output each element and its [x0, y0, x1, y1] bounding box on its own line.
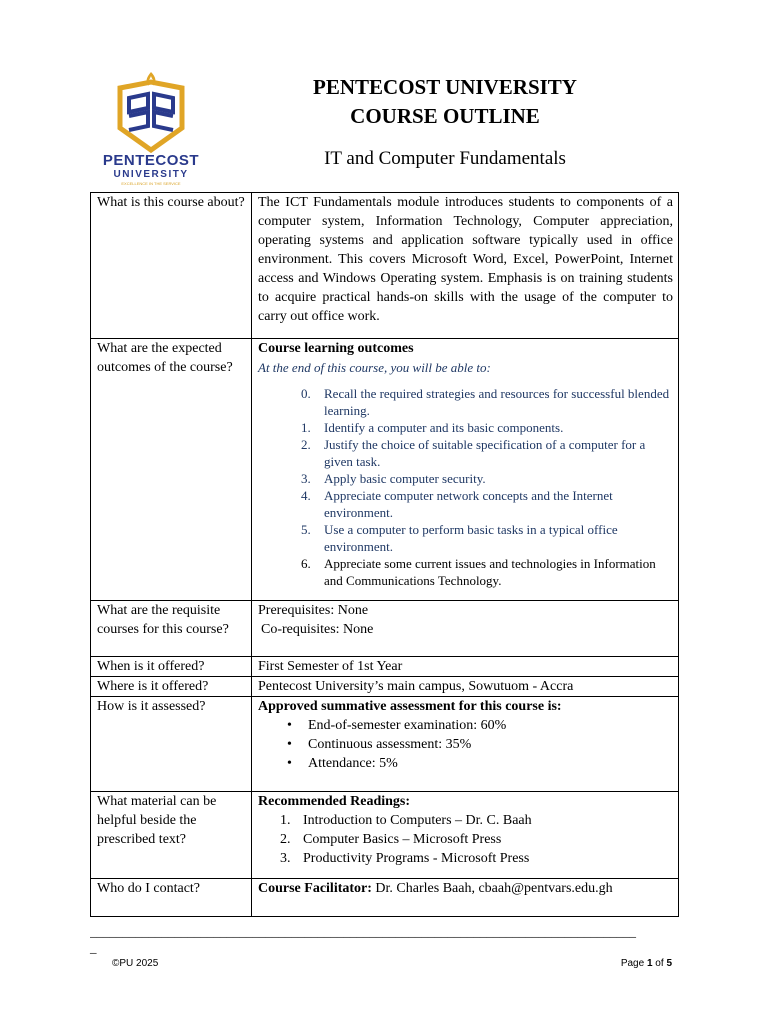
list-item: 4. Appreciate computer network concepts and the Internet environment. [301, 488, 613, 520]
answer-about: The ICT Fundamentals module introduces students to components of a computer system, Information Technology, Computer appreciation, operating systems and application software typically used in office environment. This covers Microsoft Word, Excel, PowerPoint, Internet access and Windows Operating system. Emphasis is on training students to acquire practical hands-on skills with the usage of the computer to carry out office work. [252, 193, 679, 339]
list-item: • Attendance: 5% [287, 756, 398, 771]
row-contact [91, 879, 679, 917]
logo-motto: EXCELLENCE IN THE SERVICE [121, 181, 181, 186]
facilitator-value: Dr. Charles Baah, cbaah@pentvars.edu.gh [371, 881, 613, 896]
footer-rule: ____________________________________________________________________________________ [90, 925, 636, 939]
list-item: 2. Computer Basics – Microsoft Press [280, 832, 502, 847]
row-assessed [91, 697, 679, 792]
list-item: 1. Identify a computer and its basic components. [301, 420, 564, 435]
answer-outcomes [252, 339, 679, 601]
outcomes-list [258, 385, 673, 589]
bullet-icon: • [287, 737, 292, 752]
row-requisites [91, 601, 679, 657]
row-outcomes [91, 339, 679, 601]
question-where: Where is it offered? [91, 677, 252, 697]
logo-wordmark-sub: UNIVERSITY [113, 169, 189, 180]
question-requisites: What are the requisite courses for this course? [91, 601, 252, 657]
question-material: What material can be helpful beside the prescribed text? [91, 792, 252, 879]
list-item: 0. Recall the required strategies and resources for successful blended learning. [301, 386, 670, 418]
course-outline-table [90, 192, 679, 917]
bullet-icon: • [287, 718, 292, 733]
assessment-list [258, 716, 673, 773]
corequisites: Co-requisites: None [261, 622, 374, 637]
row-about [91, 193, 679, 339]
question-outcomes: What are the expected outcomes of the course? [91, 339, 252, 601]
readings-list [258, 811, 673, 868]
answer-where: Pentecost University’s main campus, Sowutuom - Accra [252, 677, 679, 697]
list-item: 2. Justify the choice of suitable specification of a computer for a given task. [301, 437, 646, 469]
outcomes-heading: Course learning outcomes [258, 341, 414, 356]
facilitator-label: Course Facilitator: [258, 881, 372, 896]
list-item: 3. Productivity Programs - Microsoft Press [280, 851, 530, 866]
list-item: 1. Introduction to Computers – Dr. C. Baah [280, 813, 532, 828]
list-item: 3. Apply basic computer security. [301, 471, 486, 486]
title-line-1: PENTECOST UNIVERSITY [313, 75, 577, 99]
title-line-2: COURSE OUTLINE [350, 104, 540, 128]
question-when: When is it offered? [91, 657, 252, 677]
row-material [91, 792, 679, 879]
answer-assessed [252, 697, 679, 792]
row-where [91, 677, 679, 697]
list-item: • End-of-semester examination: 60% [287, 718, 507, 733]
readings-heading: Recommended Readings: [258, 794, 411, 809]
logo-wordmark: PENTECOST [102, 152, 200, 169]
row-when [91, 657, 679, 677]
answer-contact [252, 879, 679, 917]
outcomes-intro: At the end of this course, you will be able to: [258, 360, 491, 375]
list-item: • Continuous assessment: 35% [287, 737, 472, 752]
document-title [230, 73, 660, 131]
bullet-icon: • [287, 756, 292, 771]
prerequisites: Prerequisites: None [258, 603, 369, 618]
course-name: IT and Computer Fundamentals [324, 148, 566, 169]
list-item: 5. Use a computer to perform basic tasks in a typical office environment. [301, 522, 618, 554]
question-assessed: How is it assessed? [91, 697, 252, 792]
page-number: Page 1 of 5 [620, 958, 672, 969]
footer-copyright: ©PU 2025 [112, 958, 159, 969]
footer-dash: _ [90, 940, 97, 955]
question-contact: Who do I contact? [91, 879, 252, 917]
assessment-heading: Approved summative assessment for this course is: [258, 699, 562, 714]
list-item: 6. Appreciate some current issues and technologies in Information and Communications Technology. [301, 556, 656, 588]
answer-material [252, 792, 679, 879]
question-about: What is this course about? [91, 193, 252, 339]
answer-requisites [252, 601, 679, 657]
answer-when: First Semester of 1st Year [252, 657, 679, 677]
